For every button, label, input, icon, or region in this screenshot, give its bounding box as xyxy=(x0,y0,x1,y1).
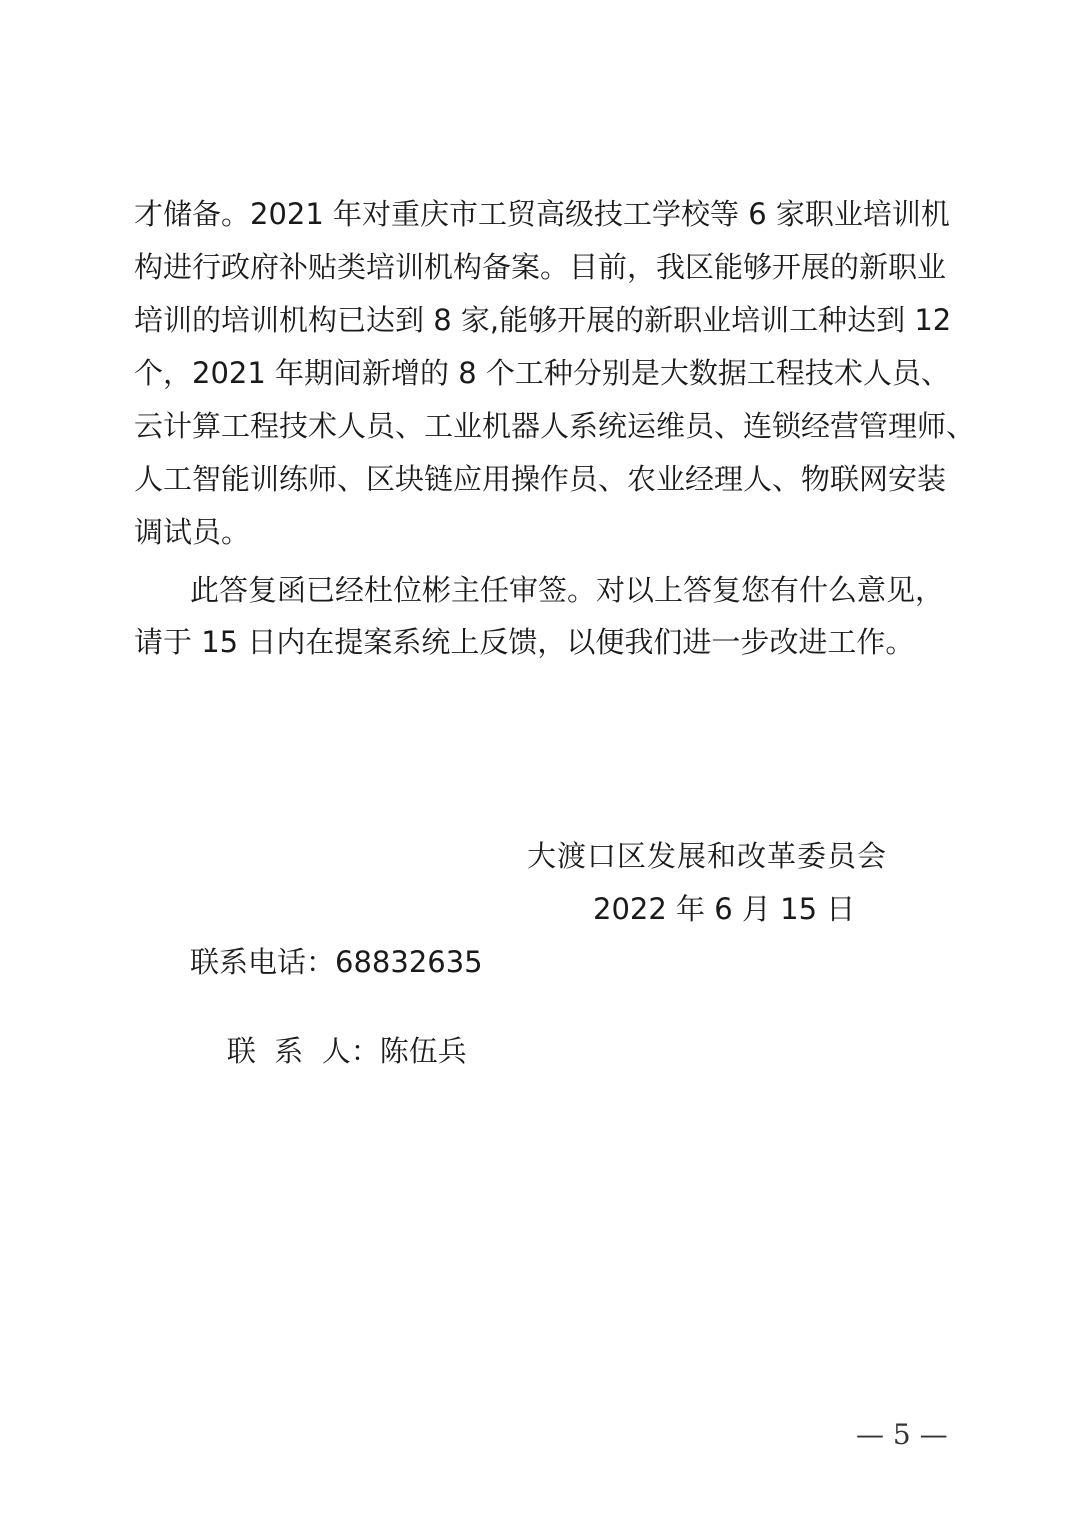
body-line-9: 请于 15 日内在提案系统上反馈，以便我们进一步改进工作。 xyxy=(134,625,915,659)
contact-phone-row xyxy=(190,944,483,980)
body-line-4: 个，2021 年期间新增的 8 个工种分别是大数据工程技术人员、 xyxy=(134,356,950,390)
page-number: — 5 — xyxy=(856,1418,948,1451)
body-line-2: 构进行政府补贴类培训机构备案。目前，我区能够开展的新职业 xyxy=(134,250,947,284)
signature-organization: 大渡口区发展和改革委员会 xyxy=(527,839,888,873)
contact-phone: 68832635 xyxy=(335,945,483,979)
body-line-8: 此答复函已经杜位彬主任审签。对以上答复您有什么意见， xyxy=(190,573,945,607)
body-line-1: 才储备。2021 年对重庆市工贸高级技工学校等 6 家职业培训机 xyxy=(134,197,950,231)
body-line-6: 人工智能训练师、区块链应用操作员、农业经理人、物联网安装 xyxy=(134,462,947,496)
contact-phone-label: 联系电话： xyxy=(190,945,336,979)
contact-person-label: 联 系 人： xyxy=(226,1034,380,1068)
signature-date: 2022 年 6 月 15 日 xyxy=(593,892,856,926)
body-line-5: 云计算工程技术人员、工业机器人系统运维员、连锁经营管理师、 xyxy=(134,409,976,443)
body-line-3: 培训的培训机构已达到 8 家,能够开展的新职业培训工种达到 12 xyxy=(134,303,952,337)
body-line-7: 调试员。 xyxy=(134,515,251,549)
contact-person-row xyxy=(190,997,467,1105)
contact-person: 陈伍兵 xyxy=(379,1034,467,1068)
